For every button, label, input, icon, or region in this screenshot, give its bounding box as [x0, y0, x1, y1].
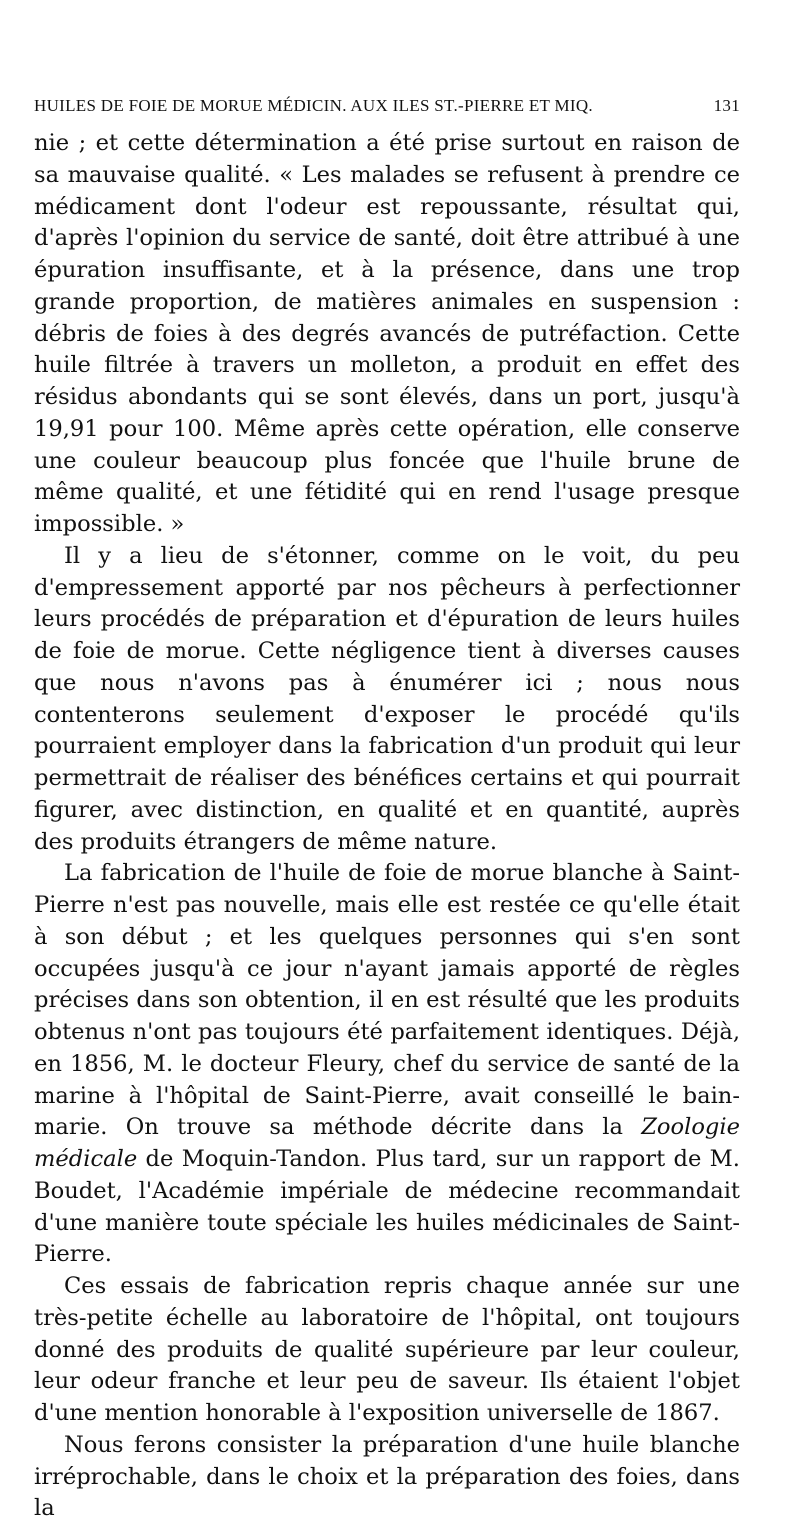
paragraph-2-text: Il y a lieu de s'étonner, comme on le voit, du peu d'empressement apporté par nos pêcheurs à perfectionner leurs procédés de préparation et d'épuration de leurs huiles de foie de morue. Cette négligence tient à diverses causes que nous n'avons pas à énumérer ici ; nous nous contenterons seulement d'exposer le procédé qu'ils pourraient employer dans la fabrication d'un produit qui leur permettrait de réaliser des bénéfices certains et qui pourrait figurer, avec distinction, en qualité et en quantité, auprès des produits étrangers de même nature. [34, 542, 740, 855]
paragraph-1-text: nie ; et cette détermination a été prise surtout en raison de sa mauvaise qualité. « Les malades se refusent à prendre ce médicament dont l'odeur est repoussante, résultat qui, d'après l'opinion du service de santé, doit être attribué à une épuration insuffisante, et à la présence, dans une trop grande proportion, de matières animales en suspension : débris de foies à des degrés avancés de putréfaction. Cette huile filtrée à travers un molleton, a produit en effet des résidus abondants qui se sont élevés, dans un port, jusqu'à 19,91 pour 100. Même après cette opération, elle conserve une couleur beaucoup plus foncée que l'huile brune de même qualité, et une fétidité qui en rend l'usage presque impossible. » [34, 130, 740, 537]
paragraph-1 [34, 128, 740, 541]
paragraph-4-text: Ces essais de fabrication repris chaque année sur une très-petite échelle au laboratoire de l'hôpital, ont toujours donné des produits de qualité supérieure par leur couleur, leur odeur franche et leur peu de saveur. Ils étaient l'objet d'une mention honorable à l'exposition universelle de 1867. [34, 1273, 740, 1426]
paragraph-4 [34, 1271, 740, 1430]
paragraph-5 [34, 1430, 740, 1525]
body-text [34, 128, 740, 1525]
running-title: HUILES DE FOIE DE MORUE MÉDICIN. AUX ILES ST.-PIERRE ET MIQ. [34, 96, 593, 115]
paragraph-3-text-after: de Moquin-Tandon. Plus tard, sur un rapport de M. Boudet, l'Académie impériale de médecine recommandait d'une manière toute spéciale les huiles médicinales de Saint-Pierre. [34, 1146, 740, 1268]
running-header [34, 96, 740, 126]
page-number: 131 [713, 96, 740, 115]
paragraph-3 [34, 858, 740, 1271]
paragraph-3-text-before: La fabrication de l'huile de foie de morue blanche à Saint-Pierre n'est pas nouvelle, mais elle est restée ce qu'elle était à son début ; et les quelques personnes qui s'en sont occupées jusqu'à ce jour n'ayant jamais apporté de règles précises dans son obtention, il en est résulté que les produits obtenus n'ont pas toujours été parfaitement identiques. Déjà, en 1856, M. le docteur Fleury, chef du service de santé de la marine à l'hôpital de Saint-Pierre, avait conseillé le bain-marie. On trouve sa méthode décrite dans la [34, 860, 740, 1141]
paragraph-2 [34, 541, 740, 859]
paragraph-5-text: Nous ferons consister la préparation d'une huile blanche irréprochable, dans le choix et la préparation des foies, dans la [34, 1431, 740, 1522]
book-page [34, 96, 740, 1525]
paragraph-3-italic-title: Zoologie médicale [34, 1114, 740, 1172]
